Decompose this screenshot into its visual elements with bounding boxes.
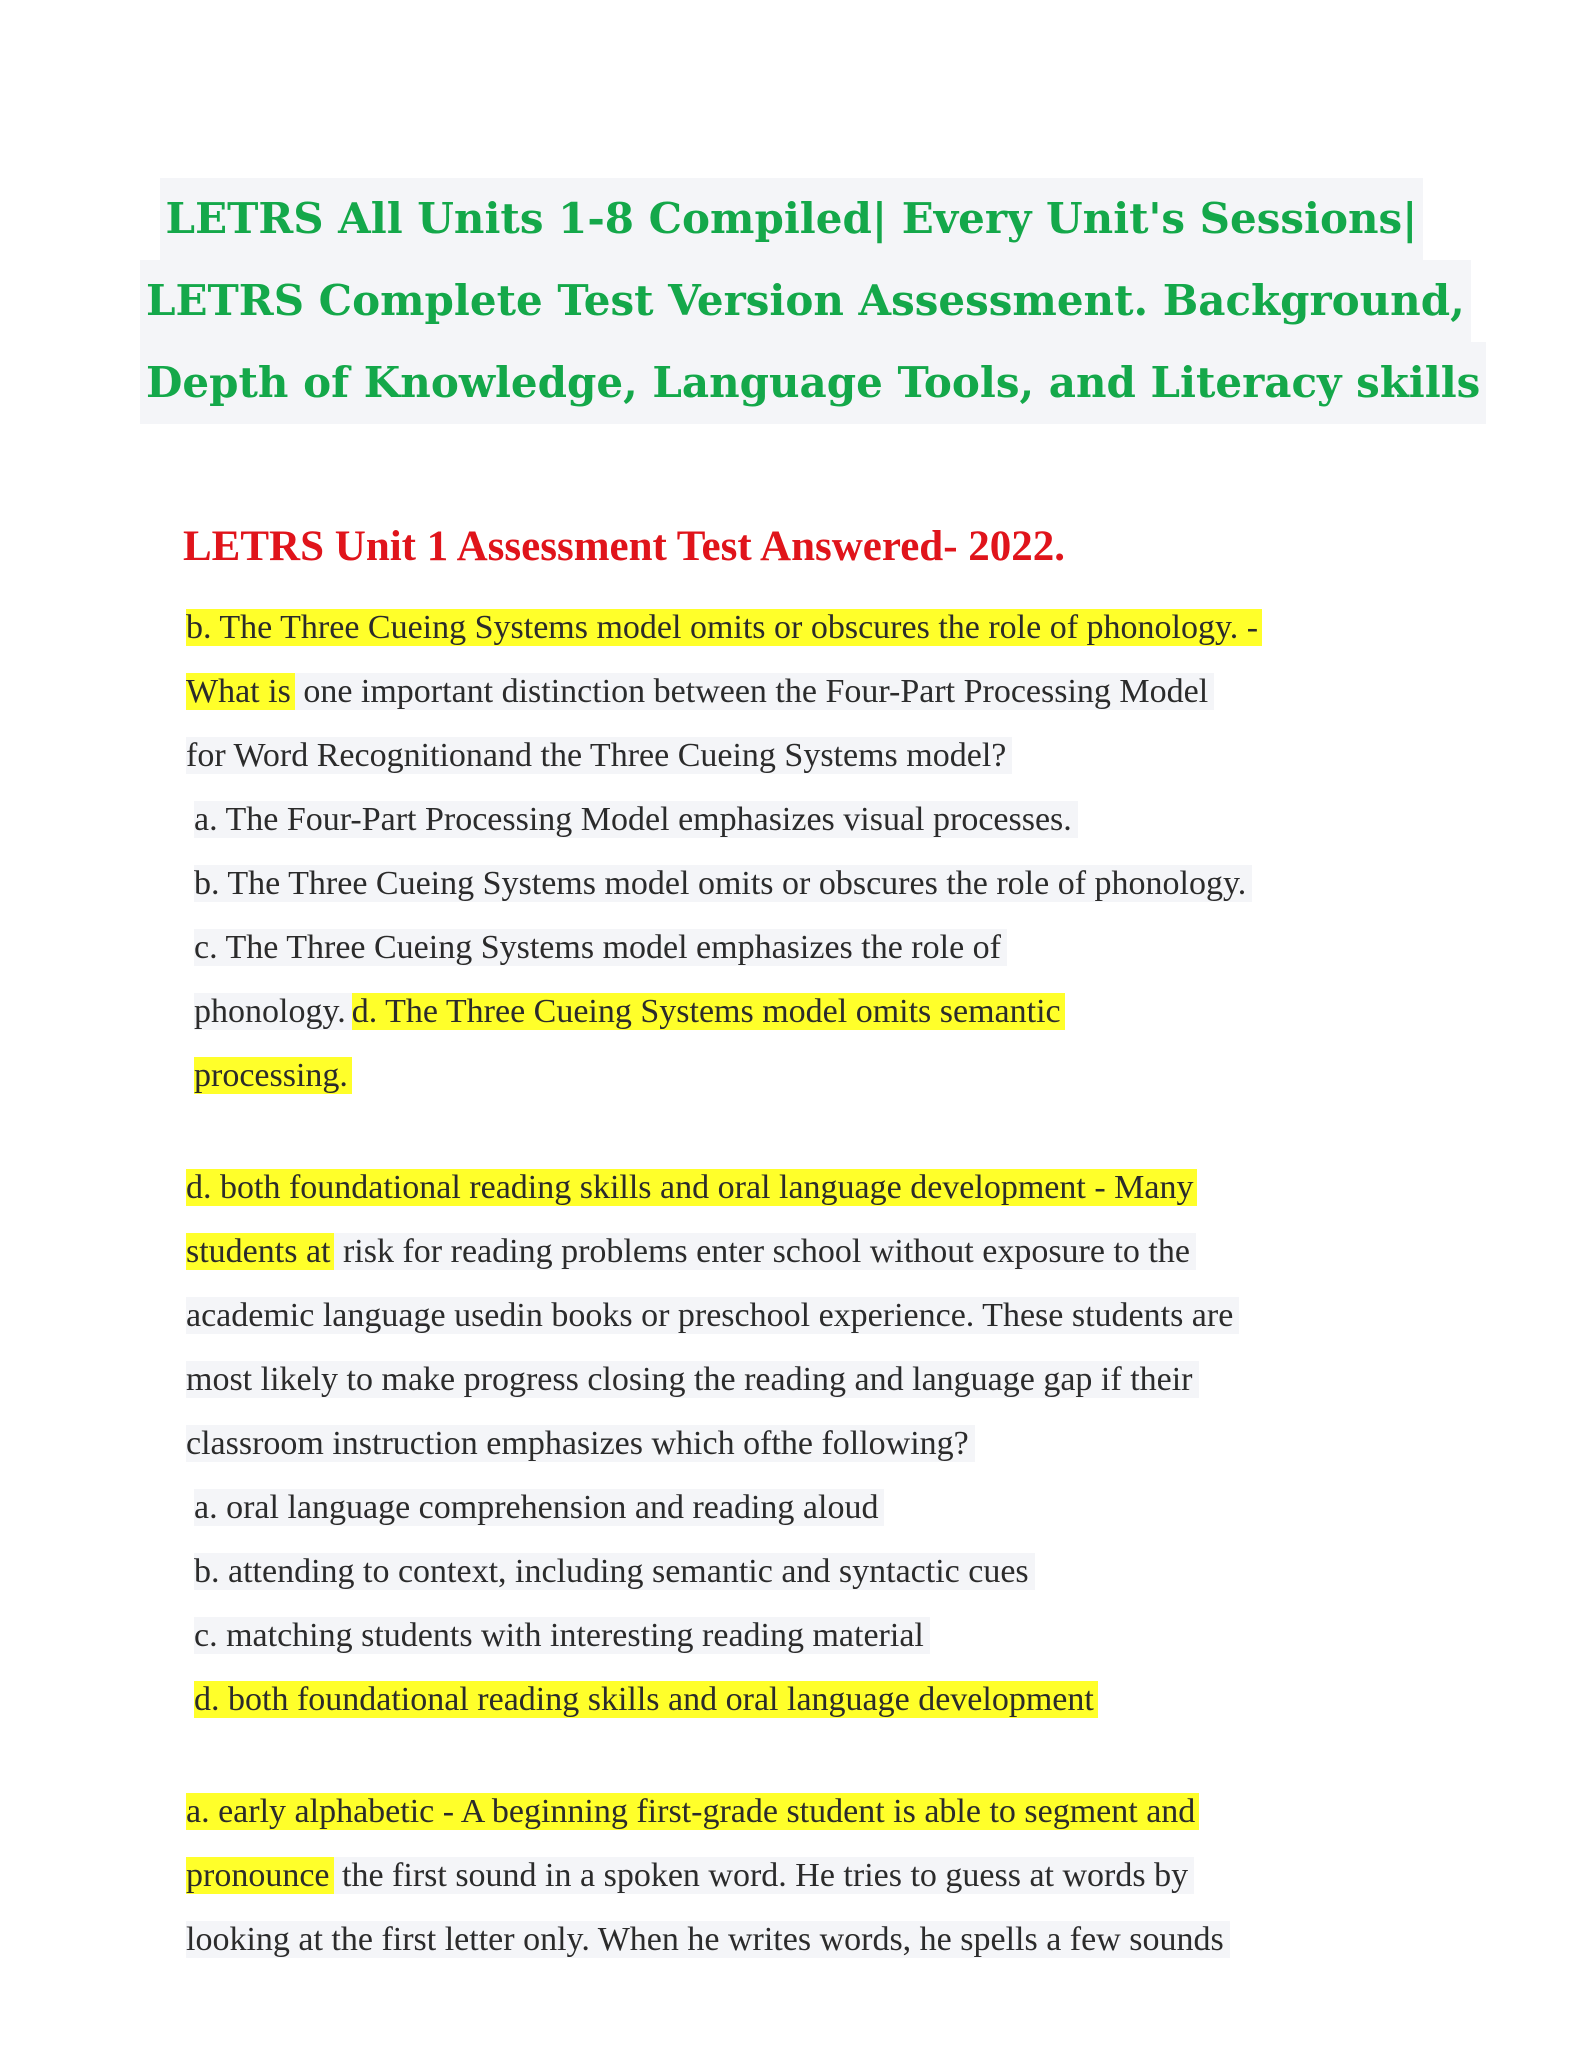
stem-line — [186, 1352, 1416, 1416]
stem-line — [186, 1912, 1416, 1976]
answer-line — [186, 1160, 1416, 1224]
option-a — [186, 792, 1416, 856]
option-c-text: c. matching students with interesting reading material — [194, 1617, 930, 1654]
stem-text: looking at the first letter only. When he writes words, he spells a few sounds — [186, 1921, 1230, 1958]
answer-highlight: a. early alphabetic - A beginning first-grade student is able to segment and — [186, 1793, 1199, 1830]
stem-line — [186, 1848, 1416, 1912]
answer-line — [186, 600, 1416, 664]
option-a — [186, 1480, 1416, 1544]
option-b — [186, 1544, 1416, 1608]
stem-text: academic language usedin books or preschool experience. These students are — [186, 1297, 1239, 1334]
stem-highlight: pronounce — [186, 1857, 334, 1894]
option-b-text: b. The Three Cueing Systems model omits or obscures the role of phonology. — [194, 865, 1252, 902]
option-d-highlight: d. both foundational reading skills and oral language development — [194, 1681, 1098, 1718]
option-b — [186, 856, 1416, 920]
stem-text: the first sound in a spoken word. He tries to guess at words by — [334, 1857, 1195, 1894]
title-line-3: Depth of Knowledge, Language Tools, and Literacy skills — [140, 342, 1486, 424]
stem-line — [186, 1288, 1416, 1352]
answer-highlight: d. both foundational reading skills and oral language development - Many — [186, 1169, 1197, 1206]
option-d-cont-highlight: processing. — [194, 1057, 352, 1094]
question-block-2 — [186, 1160, 1416, 1736]
option-a-text: a. oral language comprehension and reading aloud — [194, 1489, 884, 1526]
option-a-text: a. The Four-Part Processing Model emphasizes visual processes. — [194, 801, 1078, 838]
stem-line — [186, 664, 1416, 728]
section-heading: LETRS Unit 1 Assessment Test Answered- 2022. — [183, 523, 1066, 570]
document-title — [140, 178, 1481, 424]
stem-text: most likely to make progress closing the reading and language gap if their — [186, 1361, 1199, 1398]
option-c-cont-text: phonology. — [194, 993, 352, 1030]
answer-line — [186, 1784, 1416, 1848]
option-c — [186, 920, 1416, 984]
option-d-continued — [186, 1048, 1416, 1112]
stem-highlight: What is — [186, 673, 295, 710]
question-block-1 — [186, 600, 1416, 1112]
stem-highlight: students at — [186, 1233, 334, 1270]
option-c — [186, 1608, 1416, 1672]
stem-line — [186, 728, 1416, 792]
option-d — [186, 1672, 1416, 1736]
title-line-2: LETRS Complete Test Version Assessment. Background, — [140, 260, 1471, 342]
stem-text: for Word Recognitionand the Three Cueing Systems model? — [186, 737, 1012, 774]
option-c-text: c. The Three Cueing Systems model emphasizes the role of — [194, 929, 1007, 966]
title-line-1: LETRS All Units 1-8 Compiled| Every Unit's Sessions| — [160, 178, 1424, 260]
option-d-highlight: d. The Three Cueing Systems model omits semantic — [352, 993, 1065, 1030]
stem-line — [186, 1416, 1416, 1480]
answer-highlight: b. The Three Cueing Systems model omits or obscures the role of phonology. - — [186, 609, 1262, 646]
stem-text: risk for reading problems enter school without exposure to the — [334, 1233, 1195, 1270]
option-b-text: b. attending to context, including semantic and syntactic cues — [194, 1553, 1035, 1590]
option-c-continued — [186, 984, 1416, 1048]
stem-text: one important distinction between the Four-Part Processing Model — [295, 673, 1214, 710]
stem-line — [186, 1224, 1416, 1288]
stem-text: classroom instruction emphasizes which ofthe following? — [186, 1425, 975, 1462]
question-block-3 — [186, 1784, 1416, 1976]
